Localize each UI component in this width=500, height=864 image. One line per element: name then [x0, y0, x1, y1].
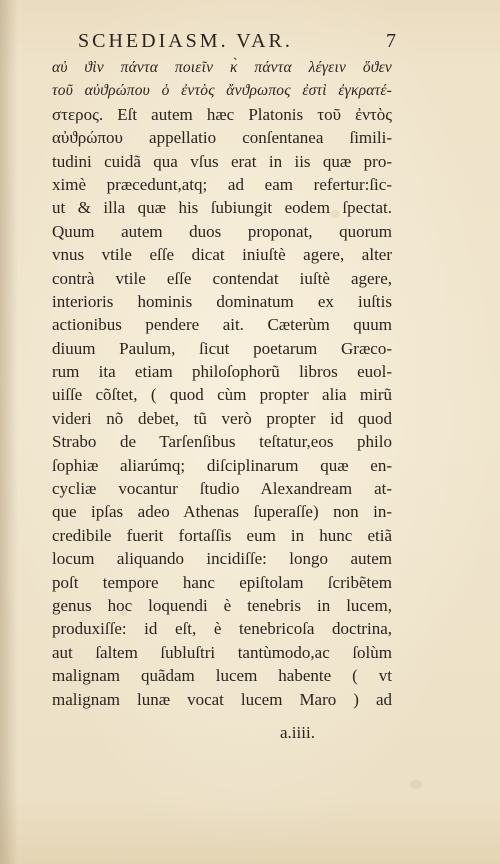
- text-line: aut ſaltem ſubluſtri tantùmodo,ac ſolùm: [52, 642, 392, 662]
- spine-shadow: [0, 0, 18, 864]
- text-line: que ipſas adeo Athenas ſuperaſſe) non in-: [52, 502, 392, 522]
- text-line: Strabo de Tarſenſibus teſtatur,eos philo: [52, 432, 392, 452]
- text-line: αὐϑρώπου appellatio conſentanea ſimili-: [52, 128, 392, 148]
- text-line: ſophiæ aliarúmq; diſciplinarum quæ en-: [52, 455, 392, 475]
- text-line: tudini cuidã qua vſus erat in iis quæ pro-: [52, 151, 392, 171]
- text-line: poſt tempore hanc epiſtolam ſcribẽtem: [52, 572, 392, 592]
- text-line: vnus vtile eſſe dicat iniuſtè agere, alter: [52, 245, 392, 265]
- text-line: στερος. Eſt autem hæc Platonis τοῦ ἐντὸς: [52, 104, 392, 124]
- text-line: ximè præcedunt,atq; ad eam refertur:ſic-: [52, 174, 392, 194]
- text-line: locum aliquando incidiſſe: longo autem: [52, 549, 392, 569]
- signature-mark: a.iiii.: [280, 723, 315, 742]
- text-line: actionibus pendere ait. Cæterùm quum: [52, 315, 392, 335]
- text-block: [52, 56, 392, 711]
- foxing-stain: [410, 780, 422, 789]
- text-line: αὐ ϑὶν πάντα ποιεῖν κ̀ πάντα λέγειν ὅϑεν: [52, 59, 392, 76]
- page-number: 7: [386, 30, 396, 52]
- text-line: uiſſe cõſtet, ( quod cùm propter alia mirũ: [52, 385, 392, 405]
- text-line: produxiſſe: id eſt, è tenebricoſa doctrina,: [52, 619, 392, 639]
- text-line: ut & illa quæ his ſubiungit eodem ſpectat.: [52, 198, 392, 218]
- running-title: SCHEDIASM. VAR.: [78, 30, 293, 52]
- text-line: diuum Paulum, ſicut poetarum Græco-: [52, 338, 392, 358]
- text-line: τοῦ αὐϑρώπου ὁ ἐντὸς ἄνϑρωπος ἐστὶ ἐγκρατέ-: [52, 82, 392, 100]
- text-line: Quum autem duos proponat, quorum: [52, 221, 392, 241]
- running-head: [78, 28, 396, 54]
- text-line: malignam quãdam lucem habente ( vt: [52, 666, 392, 686]
- text-line: rum ita etiam philoſophorũ libros euol-: [52, 362, 392, 382]
- text-line: videri nõ debet, tũ verò propter id quod: [52, 408, 392, 428]
- text-line: interioris hominis dominatum ex iuſtis: [52, 291, 392, 311]
- text-line: genus hoc loquendi è tenebris in lucem,: [52, 595, 392, 615]
- text-line: contrà vtile eſſe contendat iuſtè agere,: [52, 268, 392, 288]
- text-line: credibile fuerit fortaſſis eum in hunc etiã: [52, 525, 392, 545]
- text-line: cycliæ vocantur ſtudio Alexandream at-: [52, 479, 392, 499]
- text-line: malignam lunæ vocat lucem Maro ) ad: [52, 689, 392, 709]
